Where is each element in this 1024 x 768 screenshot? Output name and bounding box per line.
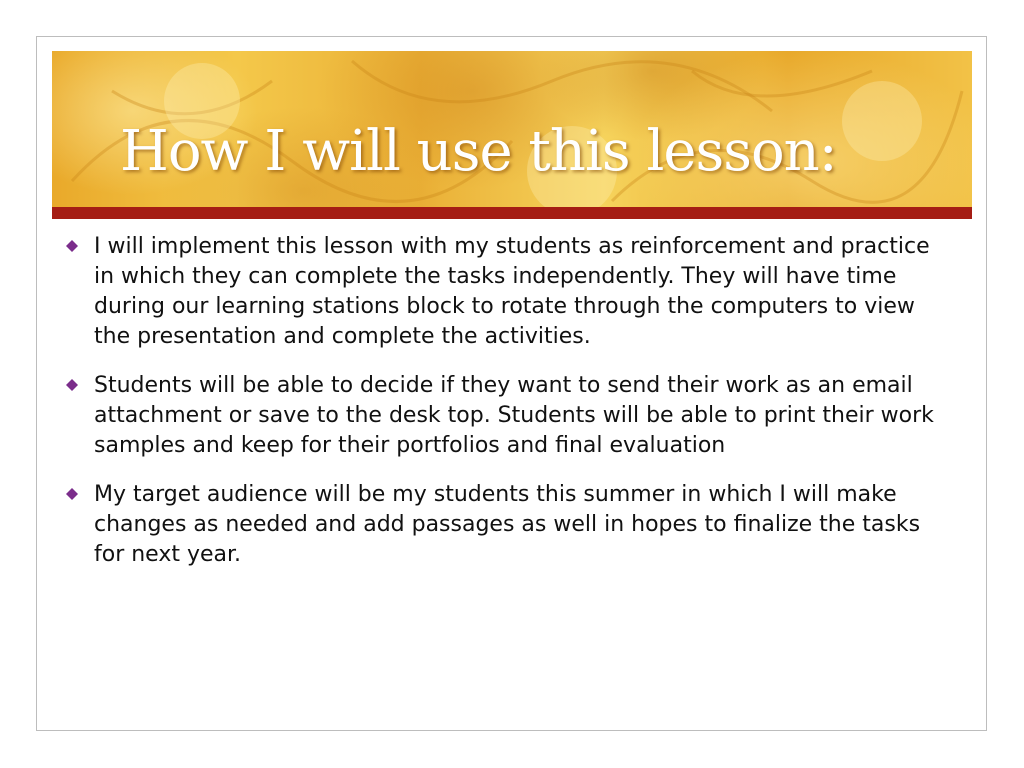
- bullet-text: Students will be able to decide if they want to send their work as an email attachment or save to the desk top. Students will be able to print their work samples and keep for their portfolios and final evaluation: [94, 373, 934, 458]
- bullet-item: [64, 371, 944, 461]
- diamond-bullet-icon: [66, 379, 78, 391]
- diamond-bullet-icon: [66, 488, 78, 500]
- slide-title: How I will use this lesson:: [120, 119, 837, 184]
- bullet-text: My target audience will be my students this summer in which I will make changes as needed and add passages as well in hopes to finalize the tasks for next year.: [94, 482, 921, 567]
- diamond-bullet-icon: [66, 240, 78, 252]
- title-banner: [52, 51, 972, 208]
- bullet-item: [64, 480, 944, 570]
- bullet-list: [64, 232, 944, 589]
- bullet-item: [64, 232, 944, 352]
- title-accent-bar: [52, 207, 972, 219]
- bullet-text: I will implement this lesson with my students as reinforcement and practice in which they can complete the tasks independently. They will have time during our learning stations block to rotate through the computers to view the presentation and complete the activities.: [94, 234, 930, 349]
